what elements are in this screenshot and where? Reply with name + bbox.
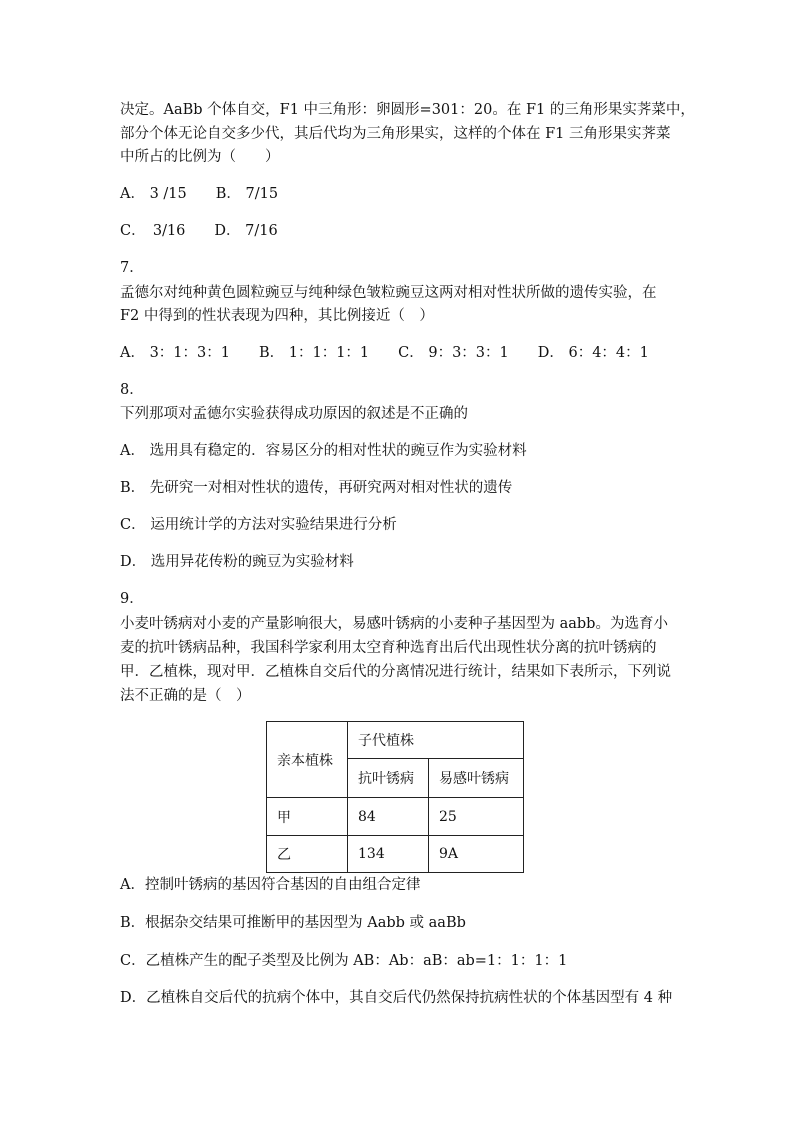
- question9-stem-line4: 法不正确的是（ ）: [120, 688, 251, 704]
- question6-stem-line1: 决定。AaBb 个体自交，F1 中三角形：卵圆形=301：20。在 F1 的三角形果实荠菜中，: [120, 102, 695, 118]
- table-cell-parent: 乙: [267, 836, 348, 873]
- question9-stem-line3: 甲．乙植株，现对甲．乙植株自交后代的分离情况进行统计，结果如下表所示，下列说: [120, 664, 671, 680]
- question6-options-ab: A． 3 /15 B． 7/15: [120, 186, 279, 202]
- question7-stem-line1: 孟德尔对纯种黄色圆粒豌豆与纯种绿色皱粒豌豆这两对相对性状所做的遗传实验，在: [120, 285, 657, 301]
- question8-stem: 下列那项对孟德尔实验获得成功原因的叙述是不正确的: [120, 406, 468, 422]
- question8-option-b: B． 先研究一对相对性状的遗传，再研究两对相对性状的遗传: [120, 480, 513, 496]
- question9-stem-line1: 小麦叶锈病对小麦的产量影响很大，易感叶锈病的小麦种子基因型为 aabb。为选育小: [120, 616, 668, 632]
- table-cell-parent: 甲: [267, 798, 348, 836]
- table-cell-resistant: 84: [348, 798, 429, 836]
- question6-stem-line2: 部分个体无论自交多少代，其后代均为三角形果实，这样的个体在 F1 三角形果实荠菜: [120, 126, 671, 142]
- question9-option-c: C．乙植株产生的配子类型及比例为 AB：Ab：aB：ab=1：1：1：1: [120, 953, 568, 969]
- question6-stem-line3: 中所占的比例为（ ）: [120, 149, 280, 165]
- question7-stem-line2: F2 中得到的性状表现为四种，其比例接近（ ）: [120, 308, 434, 324]
- table-cell-resistant: 134: [348, 836, 429, 873]
- question7-options: A． 3：1：3：1 B． 1：1：1：1 C． 9：3：3：1 D． 6：4：4：1: [120, 345, 649, 361]
- question9-option-d: D．乙植株自交后代的抗病个体中，其自交后代仍然保持抗病性状的个体基因型有 4 种: [120, 990, 673, 1006]
- question8-option-c: C． 运用统计学的方法对实验结果进行分析: [120, 517, 397, 533]
- table-header-offspring: 子代植株: [348, 722, 524, 759]
- question8-number: 8．: [120, 382, 144, 398]
- question8-option-a: A． 选用具有稳定的．容易区分的相对性状的豌豆作为实验材料: [120, 443, 527, 459]
- question6-options-cd: C． 3/16 D． 7/16: [120, 223, 278, 239]
- question9-stem-line2: 麦的抗叶锈病品种，我国科学家利用太空育种选育出后代出现性状分离的抗叶锈病的: [120, 640, 657, 656]
- segregation-table: [266, 721, 524, 873]
- question7-number: 7．: [120, 260, 144, 276]
- table-row: [267, 798, 524, 836]
- table-header-parent: 亲本植株: [267, 722, 348, 798]
- table-row: [267, 836, 524, 873]
- question9-option-a: A．控制叶锈病的基因符合基因的自由组合定律: [120, 877, 421, 893]
- question9-option-b: B．根据杂交结果可推断甲的基因型为 Aabb 或 aaBb: [120, 915, 466, 931]
- table-header-susceptible: 易感叶锈病: [429, 759, 524, 798]
- question9-number: 9．: [120, 591, 144, 607]
- question8-option-d: D． 选用异花传粉的豌豆为实验材料: [120, 554, 354, 570]
- table-header-resistant: 抗叶锈病: [348, 759, 429, 798]
- table-cell-susceptible: 9A: [429, 836, 524, 873]
- table-cell-susceptible: 25: [429, 798, 524, 836]
